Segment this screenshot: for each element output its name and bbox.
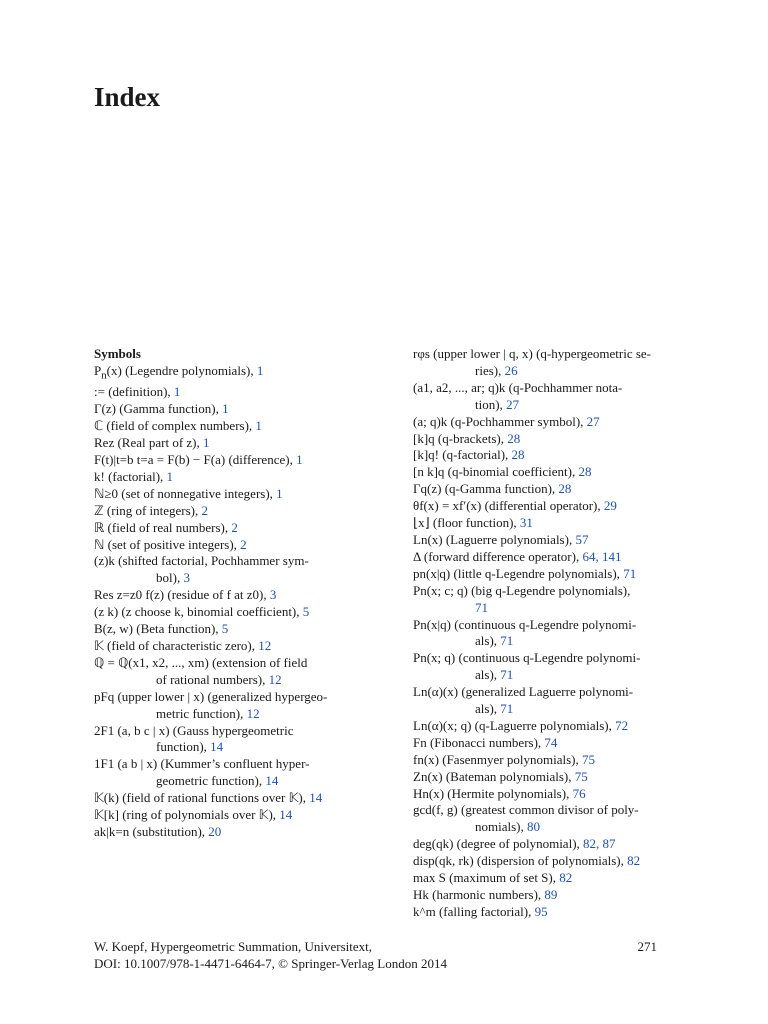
page-reference-link[interactable]: 71 (500, 701, 514, 717)
page-reference-link[interactable]: 72 (615, 717, 629, 733)
continuation-text: als), (475, 701, 501, 717)
page-reference-link[interactable]: 1 (296, 452, 303, 468)
index-entry (94, 756, 356, 790)
continuation-text: nomials), (475, 819, 527, 835)
entry-text: Γ(z) (Gamma function), (94, 401, 223, 417)
index-entry (94, 689, 356, 723)
doi-line: DOI: 10.1007/978-1-4471-6464-7, © Springer-Verlag London 2014 (94, 956, 447, 971)
page-reference-link[interactable]: 14 (309, 790, 323, 806)
index-entry (413, 549, 673, 566)
index-entry (94, 384, 356, 401)
index-entry (413, 583, 673, 617)
entry-text: pFq (upper lower | x) (generalized hypergeo- (94, 688, 328, 704)
entry-text: ℚ = ℚ(x1, x2, ..., xm) (extension of field (94, 654, 308, 670)
page-reference-link[interactable]: 1 (173, 384, 181, 400)
index-entry (94, 486, 356, 503)
entry-text: 2F1 (a, b c | x) (Gauss hypergeometric (94, 722, 294, 738)
entry-text: pn(x|q) (little q-Legendre polynomials), (413, 565, 624, 581)
index-entry (94, 452, 356, 469)
index-entry (413, 718, 673, 735)
page-reference-link[interactable]: 95 (534, 903, 548, 919)
index-entry (94, 363, 356, 385)
page-reference-link[interactable]: 57 (575, 531, 589, 547)
page-reference-link[interactable]: 80 (527, 819, 540, 835)
entry-text: (z)k (shifted factorial, Pochhammer sym- (94, 553, 309, 569)
index-entry-list (94, 363, 356, 841)
index-column-left (94, 346, 356, 841)
entry-text: max S (maximum of set S), (413, 870, 560, 886)
continuation-text: bol), (156, 570, 184, 586)
entry-text: Hk (harmonic numbers), (413, 887, 545, 902)
entry-text: Hn(x) (Hermite polynomials), (413, 785, 573, 801)
entry-continuation (413, 397, 673, 414)
citation-line: W. Koepf, Hypergeometric Summation, Universitext, (94, 939, 373, 954)
page-reference-link[interactable]: 28 (558, 481, 572, 497)
index-entry (94, 587, 356, 604)
index-entry (413, 566, 673, 583)
index-entry (94, 723, 356, 757)
entry-text: Γq(z) (q-Gamma function), (413, 481, 559, 497)
page-reference-link[interactable]: 2 (231, 519, 238, 535)
entry-text: Zn(x) (Bateman polynomials), (413, 768, 575, 784)
entry-text: ℝ (field of real numbers), (94, 519, 232, 535)
entry-text: B(z, w) (Beta function), (94, 621, 222, 637)
continuation-text: metric function), (156, 705, 247, 721)
entry-continuation (94, 570, 356, 587)
page-number: 271 (637, 939, 657, 954)
entry-text: ℤ (ring of integers), (94, 502, 202, 518)
page-reference-link[interactable]: 1 (255, 418, 262, 434)
index-entry (94, 790, 356, 807)
page-reference-link[interactable]: 75 (581, 751, 595, 767)
index-entry (94, 418, 356, 435)
index-entry (94, 503, 356, 520)
index-entry (413, 870, 673, 887)
page-reference-link[interactable]: 2 (201, 502, 209, 518)
page-reference-link[interactable]: 29 (603, 498, 617, 514)
entry-continuation (413, 701, 673, 718)
entry-subscript: n (101, 369, 107, 382)
page-reference-link[interactable]: 5 (302, 604, 310, 620)
entry-text: fn(x) (Fasenmyer polynomials), (413, 751, 582, 767)
index-entry (94, 807, 356, 824)
page-reference-link[interactable]: 1 (166, 468, 174, 484)
entry-text: P (94, 362, 102, 378)
entry-text: ℕ≥0 (set of nonnegative integers), (94, 485, 277, 501)
entry-text: (a; q)k (q-Pochhammer symbol), (413, 413, 587, 429)
entry-text: Ln(α)(x; q) (q-Laguerre polynomials), (413, 717, 616, 733)
page-reference-link[interactable]: 76 (572, 785, 586, 801)
index-entry (94, 553, 356, 587)
index-entry (413, 617, 673, 651)
page-reference-link[interactable]: 71 (500, 633, 514, 649)
entry-text: (a1, a2, ..., ar; q)k (q-Pochhammer nota- (413, 379, 623, 395)
index-entry (94, 401, 356, 418)
entry-continuation (94, 773, 356, 790)
page-reference-link[interactable]: 71 (623, 565, 637, 581)
continuation-text: ries), (475, 362, 505, 378)
index-entry (413, 346, 673, 380)
page-reference-link[interactable]: 14 (279, 807, 293, 823)
entry-text: θf(x) = xf′(x) (differential operator), (413, 498, 604, 514)
page-reference-link[interactable]: 89 (544, 887, 558, 902)
entry-continuation (413, 819, 673, 836)
entry-text: [n k]q (q-binomial coefficient), (413, 464, 579, 480)
entry-text: F(t)|t=b t=a = F(b) − F(a) (difference), (94, 452, 297, 468)
entry-text: disp(qk, rk) (dispersion of polynomials), (413, 853, 628, 869)
entry-text: 𝕂 (field of characteristic zero), (94, 638, 259, 653)
index-entry (94, 824, 356, 841)
index-entry (413, 414, 673, 431)
entry-text: k^m (falling factorial), (413, 903, 535, 919)
entry-text: 𝕂(k) (field of rational functions over 𝕂), (94, 790, 310, 806)
index-entry (413, 684, 673, 718)
continuation-text: geometric function), (156, 773, 266, 789)
entry-text: ⌊x⌋ (floor function), (413, 515, 520, 531)
page-reference-link[interactable]: 1 (276, 485, 283, 501)
page-reference-link[interactable]: 27 (506, 396, 520, 412)
entry-text: ak|k=n (substitution), (94, 823, 209, 839)
index-entry (413, 481, 673, 498)
entry-continuation (413, 363, 673, 380)
entry-text: 1F1 (a b | x) (Kummer’s confluent hyper- (94, 756, 310, 772)
entry-continuation (413, 633, 673, 650)
entry-text: := (definition), (94, 384, 174, 400)
entry-continuation (94, 739, 356, 756)
section-heading: Symbols (94, 346, 141, 361)
index-entry (413, 769, 673, 786)
page-reference-link[interactable]: 3 (183, 570, 190, 586)
index-entry (94, 520, 356, 537)
index-entry (413, 786, 673, 803)
index-entry (413, 735, 673, 752)
index-entry (413, 904, 673, 921)
index-entry (413, 836, 673, 853)
index-entry (413, 887, 673, 904)
page-reference-link[interactable]: 12 (246, 705, 260, 721)
page-reference-link[interactable]: 1 (256, 362, 264, 378)
page-reference-link[interactable]: 75 (574, 768, 588, 784)
page-reference-link[interactable]: 3 (269, 587, 277, 603)
entry-text: gcd(f, g) (greatest common divisor of poly- (413, 802, 639, 818)
page-reference-link[interactable]: 5 (221, 621, 229, 637)
index-column-right (413, 346, 673, 921)
index-entry (413, 447, 673, 464)
page-reference-link[interactable]: 1 (222, 401, 229, 417)
page-reference-link[interactable]: 28 (578, 464, 592, 480)
page-reference-link[interactable]: 64, 141 (582, 548, 622, 564)
entry-text: [k]q! (q-factorial), (413, 447, 512, 463)
page-reference-link[interactable]: 74 (544, 734, 558, 750)
page-reference-link[interactable]: 12 (268, 671, 282, 687)
entry-text: k! (factorial), (94, 468, 167, 484)
page-footer (94, 938, 657, 972)
index-entry (413, 650, 673, 684)
page-reference-link[interactable]: 31 (519, 515, 533, 531)
continuation-text: tion), (475, 396, 507, 412)
entry-text: deg(qk) (degree of polynomial), (413, 836, 584, 852)
continuation-text: function), (156, 739, 211, 755)
page-title: Index (94, 82, 161, 112)
entry-text: ℕ (set of positive integers), (94, 536, 241, 552)
entry-text: Δ (forward difference operator), (413, 548, 583, 564)
entry-text: Res z=z0 f(z) (residue of f at z0), (94, 587, 270, 603)
entry-continuation (94, 706, 356, 723)
page-reference-link[interactable]: 14 (210, 739, 224, 755)
index-entry (413, 498, 673, 515)
page-reference-link[interactable]: 27 (586, 413, 600, 429)
index-entry (94, 469, 356, 486)
page-reference-link[interactable]: 20 (208, 823, 222, 839)
continuation-text: als), (475, 667, 501, 683)
entry-text: Fn (Fibonacci numbers), (413, 734, 545, 750)
page-reference-link[interactable]: 1 (203, 435, 210, 451)
index-entry (413, 532, 673, 549)
index-entry (94, 621, 356, 638)
index-entry (413, 853, 673, 870)
entry-continuation (94, 672, 356, 689)
entry-text: ℂ (field of complex numbers), (94, 418, 256, 434)
page-reference-link[interactable]: 28 (511, 447, 525, 463)
index-entry (413, 515, 673, 532)
entry-text: (z k) (z choose k, binomial coefficient), (94, 604, 303, 620)
index-entry (413, 464, 673, 481)
index-entry (413, 380, 673, 414)
entry-continuation (413, 600, 673, 617)
page-reference-link[interactable]: 82, 87 (583, 836, 616, 852)
page-reference-link[interactable]: 14 (265, 773, 279, 789)
index-entry (94, 435, 356, 452)
page-reference-link[interactable]: 26 (504, 362, 518, 378)
index-entry (413, 752, 673, 769)
page-reference-link[interactable]: 71 (500, 667, 514, 683)
continuation-text: als), (475, 633, 501, 649)
index-entry-list (413, 346, 673, 921)
entry-text: Pn(x; q) (continuous q-Legendre polynomi- (413, 650, 641, 666)
continuation-text: of rational numbers), (156, 671, 269, 687)
index-entry (413, 802, 673, 836)
page-reference-link[interactable]: 82 (627, 853, 641, 869)
page-reference-link[interactable]: 12 (258, 638, 272, 653)
index-entry (94, 604, 356, 621)
entry-text-rest: (x) (Legendre polynomials), (106, 362, 257, 378)
entry-text: rφs (upper lower | q, x) (q-hypergeometric se- (413, 346, 652, 361)
entry-text: Ln(x) (Laguerre polynomials), (413, 531, 576, 547)
index-entry (94, 638, 356, 655)
entry-text: 𝕂[k] (ring of polynomials over 𝕂), (94, 807, 280, 823)
entry-continuation (413, 667, 673, 684)
page-reference-link[interactable]: 2 (240, 536, 247, 552)
index-entry (94, 537, 356, 554)
index-entry (413, 431, 673, 448)
entry-text: Rez (Real part of z), (94, 435, 204, 451)
index-entry (94, 655, 356, 689)
entry-text: Ln(α)(x) (generalized Laguerre polynomi- (413, 684, 634, 700)
entry-text: Pn(x; c; q) (big q-Legendre polynomials), (413, 582, 631, 598)
page-reference-link[interactable]: 82 (559, 870, 573, 886)
page-reference-link[interactable]: 71 (475, 599, 488, 615)
entry-text: Pn(x|q) (continuous q-Legendre polynomi- (413, 616, 637, 632)
entry-text: [k]q (q-brackets), (413, 430, 508, 446)
page-reference-link[interactable]: 28 (507, 430, 521, 446)
